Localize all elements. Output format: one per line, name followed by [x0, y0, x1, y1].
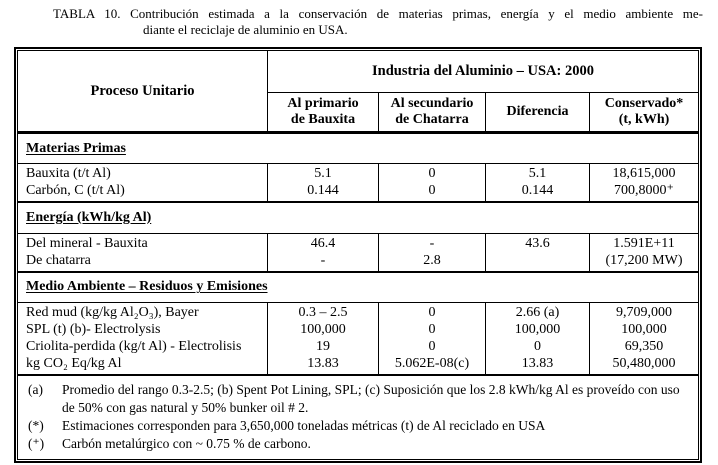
cell-primario: 0.144 — [268, 182, 379, 202]
cell-primario: 5.1 — [268, 164, 379, 183]
footnote-asterisk — [28, 417, 688, 435]
table-row — [18, 252, 699, 272]
cell-secundario: 2.8 — [379, 252, 486, 272]
section-title: Energía (kWh/kg Al) — [26, 209, 152, 225]
caption-line-1: TABLA 10. Contribución estimada a la conservación de materias primas, energía y el medio ambiente me- — [53, 6, 703, 21]
cell-conservado: 69,350 — [590, 338, 699, 355]
column-group-header-industria: Industria del Aluminio – USA: 2000 — [268, 51, 699, 93]
cell-primario: 46.4 — [268, 233, 379, 252]
column-header-conservado: Conservado* (t, kWh) — [590, 93, 699, 133]
column-header-al-primario: Al primario de Bauxita — [268, 93, 379, 133]
cell-secundario: 0 — [379, 303, 486, 322]
cell-label: De chatarra — [18, 252, 268, 272]
caption-line-2: diante el reciclaje de aluminio en USA. — [143, 22, 348, 37]
cell-primario: - — [268, 252, 379, 272]
cell-secundario: - — [379, 233, 486, 252]
table-row — [18, 321, 699, 338]
table-row — [18, 233, 699, 252]
cell-conservado: 1.591E+11 — [590, 233, 699, 252]
cell-conservado: 100,000 — [590, 321, 699, 338]
footnote-a — [28, 381, 688, 417]
cell-conservado: 18,615,000 — [590, 164, 699, 183]
cell-conservado: 50,480,000 — [590, 355, 699, 375]
table-row — [18, 355, 699, 375]
cell-primario: 13.83 — [268, 355, 379, 375]
footnote-text: Carbón metalúrgico con ~ 0.75 % de carbono. — [62, 436, 311, 451]
footnote-marker: (a) — [28, 382, 43, 397]
section-title: Materias Primas — [26, 140, 126, 156]
cell-diferencia: 5.1 — [486, 164, 590, 183]
column-header-al-secundario: Al secundario de Chatarra — [379, 93, 486, 133]
footnote-dagger — [28, 435, 688, 453]
cell-conservado: (17,200 MW) — [590, 252, 699, 272]
cell-diferencia: 0 — [486, 338, 590, 355]
cell-primario: 19 — [268, 338, 379, 355]
cell-conservado: 700,8000⁺ — [590, 182, 699, 202]
table-row — [18, 338, 699, 355]
table-row — [18, 182, 699, 202]
cell-label: Carbón, C (t/t Al) — [18, 182, 268, 202]
footnote-text: Estimaciones corresponden para 3,650,000 toneladas métricas (t) de Al reciclado en USA — [62, 418, 546, 433]
section-title: Medio Ambiente – Residuos y Emisiones — [26, 279, 268, 295]
cell-diferencia: 100,000 — [486, 321, 590, 338]
cell-conservado: 9,709,000 — [590, 303, 699, 322]
section-header-materias-primas — [18, 133, 699, 164]
cell-label: SPL (t) (b)- Electrolysis — [26, 322, 161, 337]
cell-diferencia: 13.83 — [486, 355, 590, 375]
table-row — [18, 164, 699, 183]
cell-primario: 0.3 – 2.5 — [268, 303, 379, 322]
cell-diferencia: 2.66 (a) — [486, 303, 590, 322]
cell-secundario: 0 — [379, 338, 486, 355]
cell-label: kg CO₂ Eq/kg Al — [18, 355, 268, 375]
footnote-text: Promedio del rango 0.3-2.5; (b) Spent Pot Lining, SPL; (c) Suposición que los 2.8 kWh/kg Al es proveído con uso de 50% con gas natural y 50% bunker oil # 2. — [62, 382, 680, 415]
footnote-marker: (*) — [28, 418, 44, 433]
cell-secundario: 0 — [379, 164, 486, 183]
footnote-marker: (⁺) — [28, 436, 45, 451]
cell-secundario: 5.062E-08(c) — [379, 355, 486, 375]
cell-diferencia — [486, 252, 590, 272]
column-header-proceso-unitario: Proceso Unitario — [18, 51, 268, 133]
cell-label: Bauxita (t/t Al) — [26, 166, 111, 181]
data-table — [17, 50, 699, 460]
table-caption — [53, 6, 703, 38]
cell-secundario: 0 — [379, 182, 486, 202]
section-header-medio-ambiente — [18, 272, 699, 303]
data-table-border — [14, 47, 702, 463]
column-header-diferencia: Diferencia — [486, 93, 590, 133]
cell-secundario: 0 — [379, 321, 486, 338]
cell-label: Red mud (kg/kg Al₂O₃), Bayer — [26, 305, 199, 320]
cell-diferencia: 0.144 — [486, 182, 590, 202]
section-header-energia — [18, 202, 699, 233]
cell-primario: 100,000 — [268, 321, 379, 338]
cell-label: Del mineral - Bauxita — [26, 235, 148, 251]
table-row — [18, 303, 699, 322]
footnotes — [18, 375, 699, 460]
cell-label: Criolita-perdida (kg/t Al) - Electrolisis — [26, 339, 242, 354]
cell-diferencia: 43.6 — [486, 233, 590, 252]
